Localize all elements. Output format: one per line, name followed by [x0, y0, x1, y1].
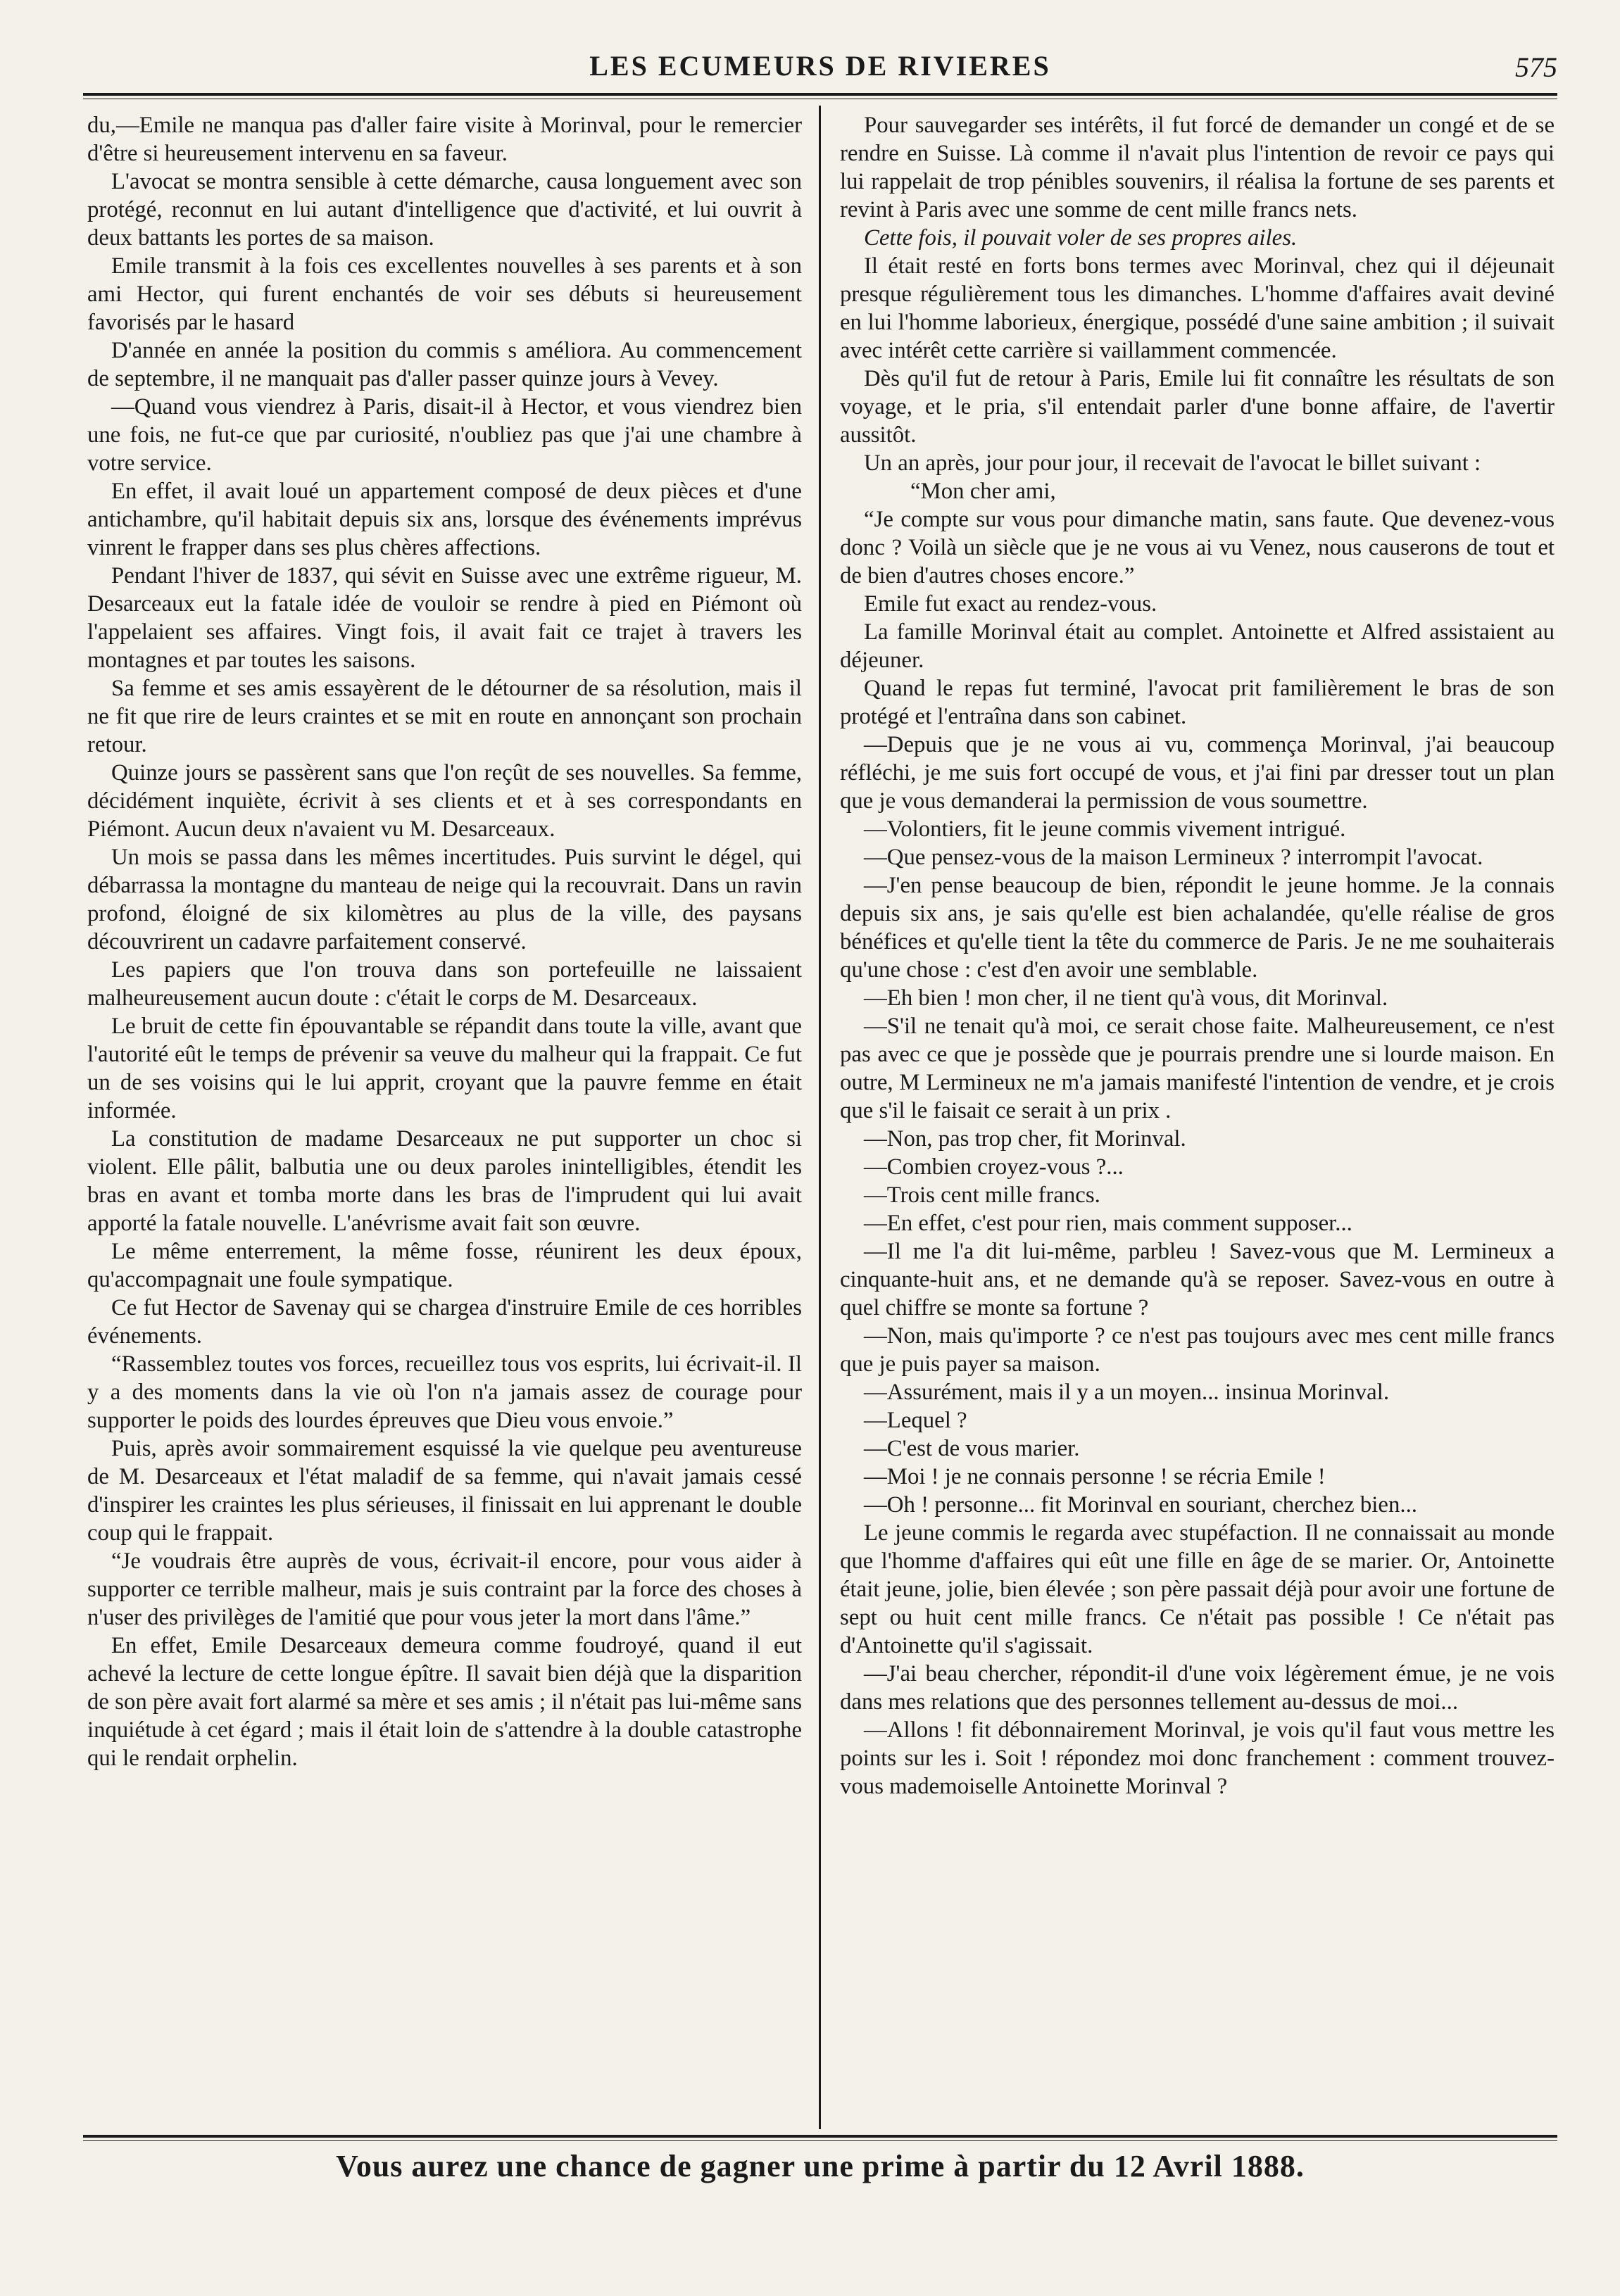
quoted-letter: “Rassemblez toutes vos forces, recueillez tous vos esprits, lui écrivait-il. Il y a des moments dans la vie où l'on n'a jamais assez de courage pour supporter le poids des lourdes épreuves que Dieu vous envoie.” — [87, 1351, 802, 1433]
quoted-letter: “Je voudrais être auprès de vous, écrivait-il encore, pour vous aider à supporter ce terrible malheur, mais je suis contraint par la force des choses à n'user des privilèges de l'amitié que pour vous jeter la mort dans l'âme.” — [87, 1548, 802, 1630]
dialogue-line: —En effet, c'est pour rien, mais comment supposer... — [864, 1211, 1352, 1236]
paragraph: Ce fut Hector de Savenay qui se chargea d'instruire Emile de ces horribles événements. — [87, 1295, 802, 1349]
paragraph: du,—Emile ne manqua pas d'aller faire visite à Morinval, pour le remercier d'être si heureusement intervenu en sa faveur. — [87, 113, 802, 166]
paragraph: En effet, il avait loué un appartement composé de deux pièces et d'une antichambre, qu'il habitait depuis six ans, lorsque des événements imprévus vinrent le frapper dans ses plus chères affections. — [87, 479, 802, 560]
paragraph: Le même enterrement, la même fosse, réunirent les deux époux, qu'accompagnait une foule sympatique. — [87, 1239, 802, 1292]
dialogue-line: —Depuis que je ne vous ai vu, commença Morinval, j'ai beaucoup réfléchi, je me suis fort occupé de vous, et j'ai fini par dresser tout un plan que je vous demanderai la permission de vous soumettre. — [840, 732, 1555, 814]
paragraph: Pour sauvegarder ses intérêts, il fut forcé de demander un congé et de se rendre en Suisse. Là comme il n'avait plus l'intention de revoir ce pays qui lui rappelait de trop pénibles souvenirs, il réalisa la fortune de ses parents et revint à Paris avec une somme de cent mille francs nets. — [840, 113, 1555, 222]
page-number: 575 — [1515, 51, 1557, 83]
paragraph: Un mois se passa dans les mêmes incertitudes. Puis survint le dégel, qui débarrassa la montagne du manteau de neige qui la recouvrait. Dans un ravin profond, éloigné de six kilomètres au plus de la ville, des paysans découvrirent un cadavre parfaitement conservé. — [87, 845, 802, 954]
paragraph: Pendant l'hiver de 1837, qui sévit en Suisse avec une extrême rigueur, M. Desarceaux eut la fatale idée de vouloir se rendre à pied en Piémont où l'appelaient ses affaires. Vingt fois, il avait fait ce trajet à travers les montagnes et par toutes les saisons. — [87, 563, 802, 673]
paragraph: Un an après, jour pour jour, il recevait de l'avocat le billet suivant : — [864, 450, 1481, 476]
paragraph: Cette fois, il pouvait voler de ses propres ailes. — [864, 225, 1298, 251]
paragraph: Puis, après avoir sommairement esquissé la vie quelque peu aventureuse de M. Desarceaux et l'état maladif de sa femme, qui n'avait jamais cessé d'inspirer les craintes les plus sérieuses, il finissait en lui apprenant le double coup qui le frappait. — [87, 1436, 802, 1546]
right-column — [840, 111, 1555, 2124]
dialogue-line: —Non, mais qu'importe ? ce n'est pas toujours avec mes cent mille francs que je puis payer sa maison. — [840, 1323, 1555, 1377]
paragraph: L'avocat se montra sensible à cette démarche, causa longuement avec son protégé, reconnut en lui autant d'intelligence que d'activité, et lui ouvrit à deux battants les portes de sa maison. — [87, 169, 802, 251]
column-divider — [819, 106, 821, 2129]
quoted-letter: “Je compte sur vous pour dimanche matin, sans faute. Que devenez-vous donc ? Voilà un siècle que je ne vous ai vu Venez, nous causerons de tout et de bien d'autres choses encore.” — [840, 507, 1555, 588]
dialogue-line: —Trois cent mille francs. — [864, 1182, 1100, 1208]
dialogue-line: —S'il ne tenait qu'à moi, ce serait chose faite. Malheureusement, ce n'est pas avec ce que je possède que je pourrais prendre une si lourde maison. En outre, M Lermineux ne m'a jamais manifesté l'intention de vendre, et je crois que s'il le faisait ce serait à un prix . — [840, 1014, 1555, 1123]
running-title: LES ECUMEURS DE RIVIERES — [589, 50, 1051, 82]
paragraph: Le bruit de cette fin épouvantable se répandit dans toute la ville, avant que l'autorité eût le temps de prévenir sa veuve du malheur qui la frappait. Ce fut un de ses voisins qui le lui apprit, croyant que la pauvre femme en était informée. — [87, 1014, 802, 1123]
dialogue-line: —J'ai beau chercher, répondit-il d'une voix légèrement émue, je ne vois dans mes relations que des personnes tellement au-dessus de moi... — [840, 1661, 1555, 1715]
paragraph: Quand le repas fut terminé, l'avocat prit familièrement le bras de son protégé et l'entraîna dans son cabinet. — [840, 676, 1555, 729]
paragraph: Emile transmit à la fois ces excellentes nouvelles à ses parents et à son ami Hector, qui furent enchantés de voir ses débuts si heureusement favorisés par le hasard — [87, 253, 802, 335]
paragraph: La famille Morinval était au complet. Antoinette et Alfred assistaient au déjeuner. — [840, 619, 1555, 673]
dialogue-line: —Assurément, mais il y a un moyen... insinua Morinval. — [864, 1380, 1390, 1405]
header-rule — [83, 93, 1557, 96]
paragraph: Les papiers que l'on trouva dans son portefeuille ne laissaient malheureusement aucun doute : c'était le corps de M. Desarceaux. — [87, 957, 802, 1011]
dialogue-line: —C'est de vous marier. — [864, 1436, 1080, 1461]
paragraph: D'année en année la position du commis s améliora. Au commencement de septembre, il ne manquait pas d'aller passer quinze jours à Vevey. — [87, 338, 802, 391]
dialogue-line: —Moi ! je ne connais personne ! se récria Emile ! — [864, 1464, 1326, 1489]
dialogue-line: —Eh bien ! mon cher, il ne tient qu'à vous, dit Morinval. — [864, 985, 1388, 1011]
prize-notice: Vous aurez une chance de gagner une prime à partir du 12 Avril 1888. — [336, 2149, 1305, 2183]
paragraph: Quinze jours se passèrent sans que l'on reçût de ses nouvelles. Sa femme, décidément inquiète, écrivit à ses clients et et à ses correspondants en Piémont. Aucun deux n'avaient vu M. Desarceaux. — [87, 760, 802, 842]
paragraph: La constitution de madame Desarceaux ne put supporter un choc si violent. Elle pâlit, balbutia une ou deux paroles inintelligibles, étendit les bras en avant et tomba morte dans les bras de l'imprudent qui lui avait apporté la fatale nouvelle. L'anévrisme avait fait son œuvre. — [87, 1126, 802, 1236]
paragraph: Sa femme et ses amis essayèrent de le détourner de sa résolution, mais il ne fit que rire de leurs craintes et se mit en route en annonçant son prochain retour. — [87, 676, 802, 757]
dialogue-line: —Que pensez-vous de la maison Lermineux ? interrompit l'avocat. — [864, 845, 1483, 870]
dialogue-line: —Il me l'a dit lui-même, parbleu ! Savez-vous que M. Lermineux a cinquante-huit ans, et ne demande qu'à se reposer. Savez-vous en outre à quel chiffre se monte sa fortune ? — [840, 1239, 1555, 1320]
newspaper-page — [83, 0, 1557, 2296]
footer-rule — [83, 2135, 1557, 2138]
dialogue-line: —Allons ! fit débonnairement Morinval, je vois qu'il faut vous mettre les points sur les i. Soit ! répondez moi donc franchement : comment trouvez-vous mademoiselle Antoinette Morinval ? — [840, 1717, 1555, 1799]
footer-rule-thin — [83, 2140, 1557, 2141]
page-header — [83, 44, 1557, 93]
paragraph: Dès qu'il fut de retour à Paris, Emile lui fit connaître les résultats de son voyage, et le pria, s'il entendait parler d'une bonne affaire, de l'avertir aussitôt. — [840, 366, 1555, 448]
dialogue-line: —Combien croyez-vous ?... — [864, 1154, 1124, 1180]
left-column — [87, 111, 802, 2124]
paragraph: Il était resté en forts bons termes avec Morinval, chez qui il déjeunait presque régulièrement tous les dimanches. L'homme d'affaires avait deviné en lui l'homme laborieux, énergique, possédé d'une saine ambition ; il suivait avec intérêt cette carrière si vaillamment commencée. — [840, 253, 1555, 363]
dialogue-line: —Lequel ? — [864, 1408, 967, 1433]
dialogue-line: —Oh ! personne... fit Morinval en souriant, cherchez bien... — [864, 1492, 1417, 1518]
paragraph: Emile fut exact au rendez-vous. — [864, 591, 1157, 617]
dialogue-line: —J'en pense beaucoup de bien, répondit le jeune homme. Je la connais depuis six ans, je sais qu'elle est bien achalandée, qu'elle réalise de gros bénéfices et qu'elle tient la tête du commerce de Paris. Je ne me souhaiterais qu'une chose : c'est d'en avoir une semblable. — [840, 873, 1555, 983]
paragraph: Le jeune commis le regarda avec stupéfaction. Il ne connaissait au monde que l'homme d'affaires qui eût une fille en âge de se marier. Or, Antoinette était jeune, jolie, bien élevée ; son père passait déjà pour avoir une fortune de sept ou huit cent mille francs. Ce n'était pas possible ! Ce n'était pas d'Antoinette qu'il s'agissait. — [840, 1520, 1555, 1658]
dialogue-line: —Volontiers, fit le jeune commis vivement intrigué. — [864, 816, 1346, 842]
letter-salutation: “Mon cher ami, — [910, 479, 1056, 504]
paragraph: —Quand vous viendrez à Paris, disait-il à Hector, et vous viendrez bien une fois, ne fut-ce que par curiosité, n'oubliez pas que j'ai une chambre à votre service. — [87, 394, 802, 476]
dialogue-line: —Non, pas trop cher, fit Morinval. — [864, 1126, 1186, 1152]
paragraph: En effet, Emile Desarceaux demeura comme foudroyé, quand il eut achevé la lecture de cette longue épître. Il savait bien déjà que la disparition de son père avait fort alarmé sa mère et ses amis ; il n'était pas lui-même sans inquiétude à cet égard ; mais il était loin de s'attendre à la double catastrophe qui le rendait orphelin. — [87, 1633, 802, 1771]
